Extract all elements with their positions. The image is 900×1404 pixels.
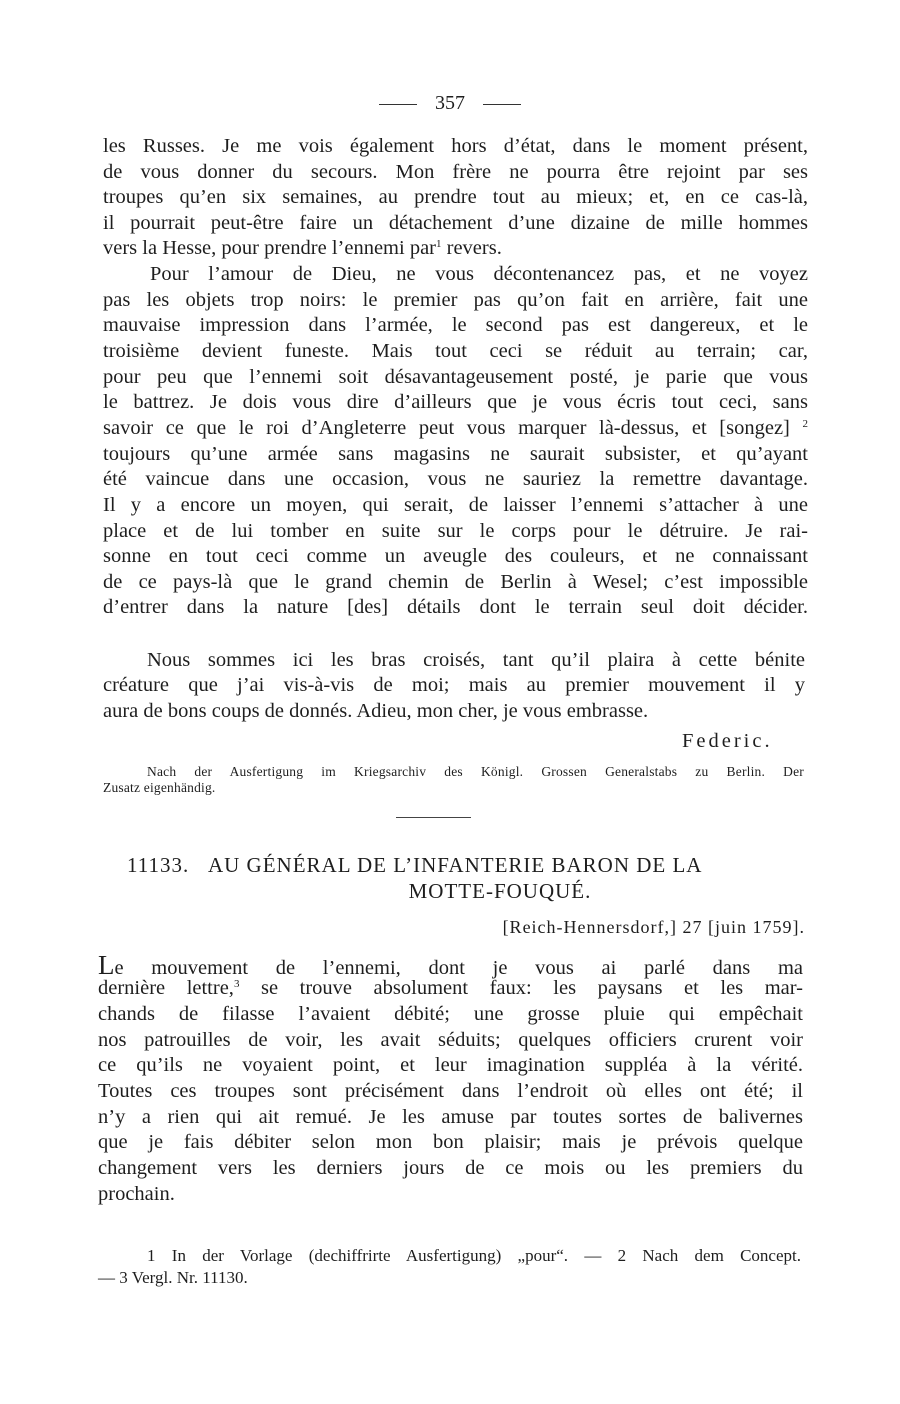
text-segment: e mouvement de l’ennemi, dont je vous ai parlé dans ma (114, 957, 803, 979)
footnote-line: 1 In der Vorlage (dechiffrirte Ausfertigung) „pour“. — 2 Nach dem Concept. (147, 1246, 801, 1265)
text-line: Il y a encore un moyen, qui serait, de laisser l’ennemi s’attacher à une (103, 494, 808, 516)
page-number: 357 (435, 92, 465, 114)
text-line: sonne en tout ceci comme un aveugle des couleurs, et ne connaissant (103, 545, 808, 567)
initial-letter: L (98, 950, 115, 980)
footnote-line: — 3 Vergl. Nr. 11130. (98, 1268, 248, 1287)
text-line: le battrez. Je dois vous dire d’ailleurs que je vous écris tout ceci, sans (103, 391, 808, 413)
text-line: de ce pays-là que le grand chemin de Berlin à Wesel; c’est impossible (103, 571, 808, 593)
text-segment: revers. (446, 237, 502, 259)
source-note-line: Nach der Ausfertigung im Kriegsarchiv des Königl. Grossen Generalstabs zu Berlin. Der (147, 764, 804, 779)
postscript-line: Nous sommes ici les bras croisés, tant qu’il plaira à cette bénite (147, 649, 805, 671)
page-number-line (0, 92, 900, 115)
text-line: de vous donner du secours. Mon frère ne pourra être rejoint par ses (103, 161, 808, 183)
text-line: place et de lui tomber en suite sur le corps pour le détruire. Je rai- (103, 520, 808, 542)
text-line: d’entrer dans la nature [des] détails dont le terrain seul doit décider. (103, 596, 808, 618)
place-date: [Reich-Hennersdorf,] 27 [juin 1759]. (502, 917, 805, 937)
text-line: Pour l’amour de Dieu, ne vous décontenancez pas, et ne voyez (150, 263, 808, 285)
footnote-ref: 2 (802, 418, 809, 430)
footnote-ref: 3 (233, 978, 240, 990)
source-note-line: Zusatz eigenhändig. (103, 780, 216, 795)
text-line: Toutes ces troupes sont précisément dans l’endroit où elles ont été; il (98, 1080, 803, 1102)
text-line: été vaincue dans une occasion, vous ne sauriez la remettre davantage. (103, 468, 808, 490)
footnote-ref: 1 (436, 238, 442, 250)
text-line: pas les objets trop noirs: le premier pas qu’on fait en arrière, fait une (103, 289, 808, 311)
letter-number: 11133. (127, 853, 190, 877)
letter-heading-line1 (127, 853, 702, 878)
text-line: prochain. (98, 1183, 175, 1205)
text-line: que je fais débiter selon mon bon plaisir; mais je prévois quelque (98, 1131, 803, 1153)
text-line (103, 237, 502, 260)
postscript-line: créature que j’ai vis-à-vis de moi; mais au premier mouvement il y (103, 674, 805, 696)
text-segment: vers la Hesse, pour prendre l’ennemi par (103, 237, 436, 259)
postscript-line: aura de bons coups de donnés. Adieu, mon cher, je vous embrasse. (103, 700, 649, 722)
letter-heading-line2: MOTTE-FOUQUÉ. (408, 879, 592, 903)
text-line: ce qu’ils ne voyaient point, et leur imagination suppléa à la vérité. (98, 1054, 803, 1076)
text-line (98, 977, 803, 1000)
section-divider (396, 817, 471, 818)
text-line: les Russes. Je me vois également hors d’état, dans le moment présent, (103, 135, 808, 157)
page-number-dash-left (379, 104, 417, 105)
text-line (103, 417, 808, 440)
text-line: toujours qu’une armée sans magasins ne saurait subsister, et qu’ayant (103, 443, 808, 465)
text-line: troupes qu’en six semaines, au prendre tout au mieux; et, en ce cas-là, (103, 186, 808, 208)
text-line: n’y a rien qui ait remué. Je les amuse par toutes sortes de balivernes (98, 1106, 803, 1128)
text-line: changement vers les derniers jours de ce mois ou les premiers du (98, 1157, 803, 1179)
text-segment: savoir ce que le roi d’Angleterre peut vous marquer là-dessus, et [songez] (103, 417, 790, 439)
signature: Federic. (682, 730, 773, 752)
text-line: il pourrait peut-être faire un détachement d’une dizaine de mille hommes (103, 212, 808, 234)
text-line: chands de filasse l’avaient débité; une grosse pluie qui empêchait (98, 1003, 803, 1025)
text-line: mauvaise impression dans l’armée, le second pas est dangereux, et le (103, 314, 808, 336)
text-line: troisième devient funeste. Mais tout ceci se réduit au terrain; car, (103, 340, 808, 362)
text-segment: dernière lettre, (98, 977, 234, 999)
text-segment: se trouve absolument faux: les paysans et les mar- (261, 977, 803, 999)
page-number-dash-right (483, 104, 521, 105)
letter-addressee: AU GÉNÉRAL DE L’INFANTERIE BARON DE LA (207, 853, 703, 877)
text-line: nos patrouilles de voir, les avait séduits; quelques officiers crurent voir (98, 1029, 803, 1051)
text-line: pour peu que l’ennemi soit désavantageusement posté, je parie que vous (103, 366, 808, 388)
